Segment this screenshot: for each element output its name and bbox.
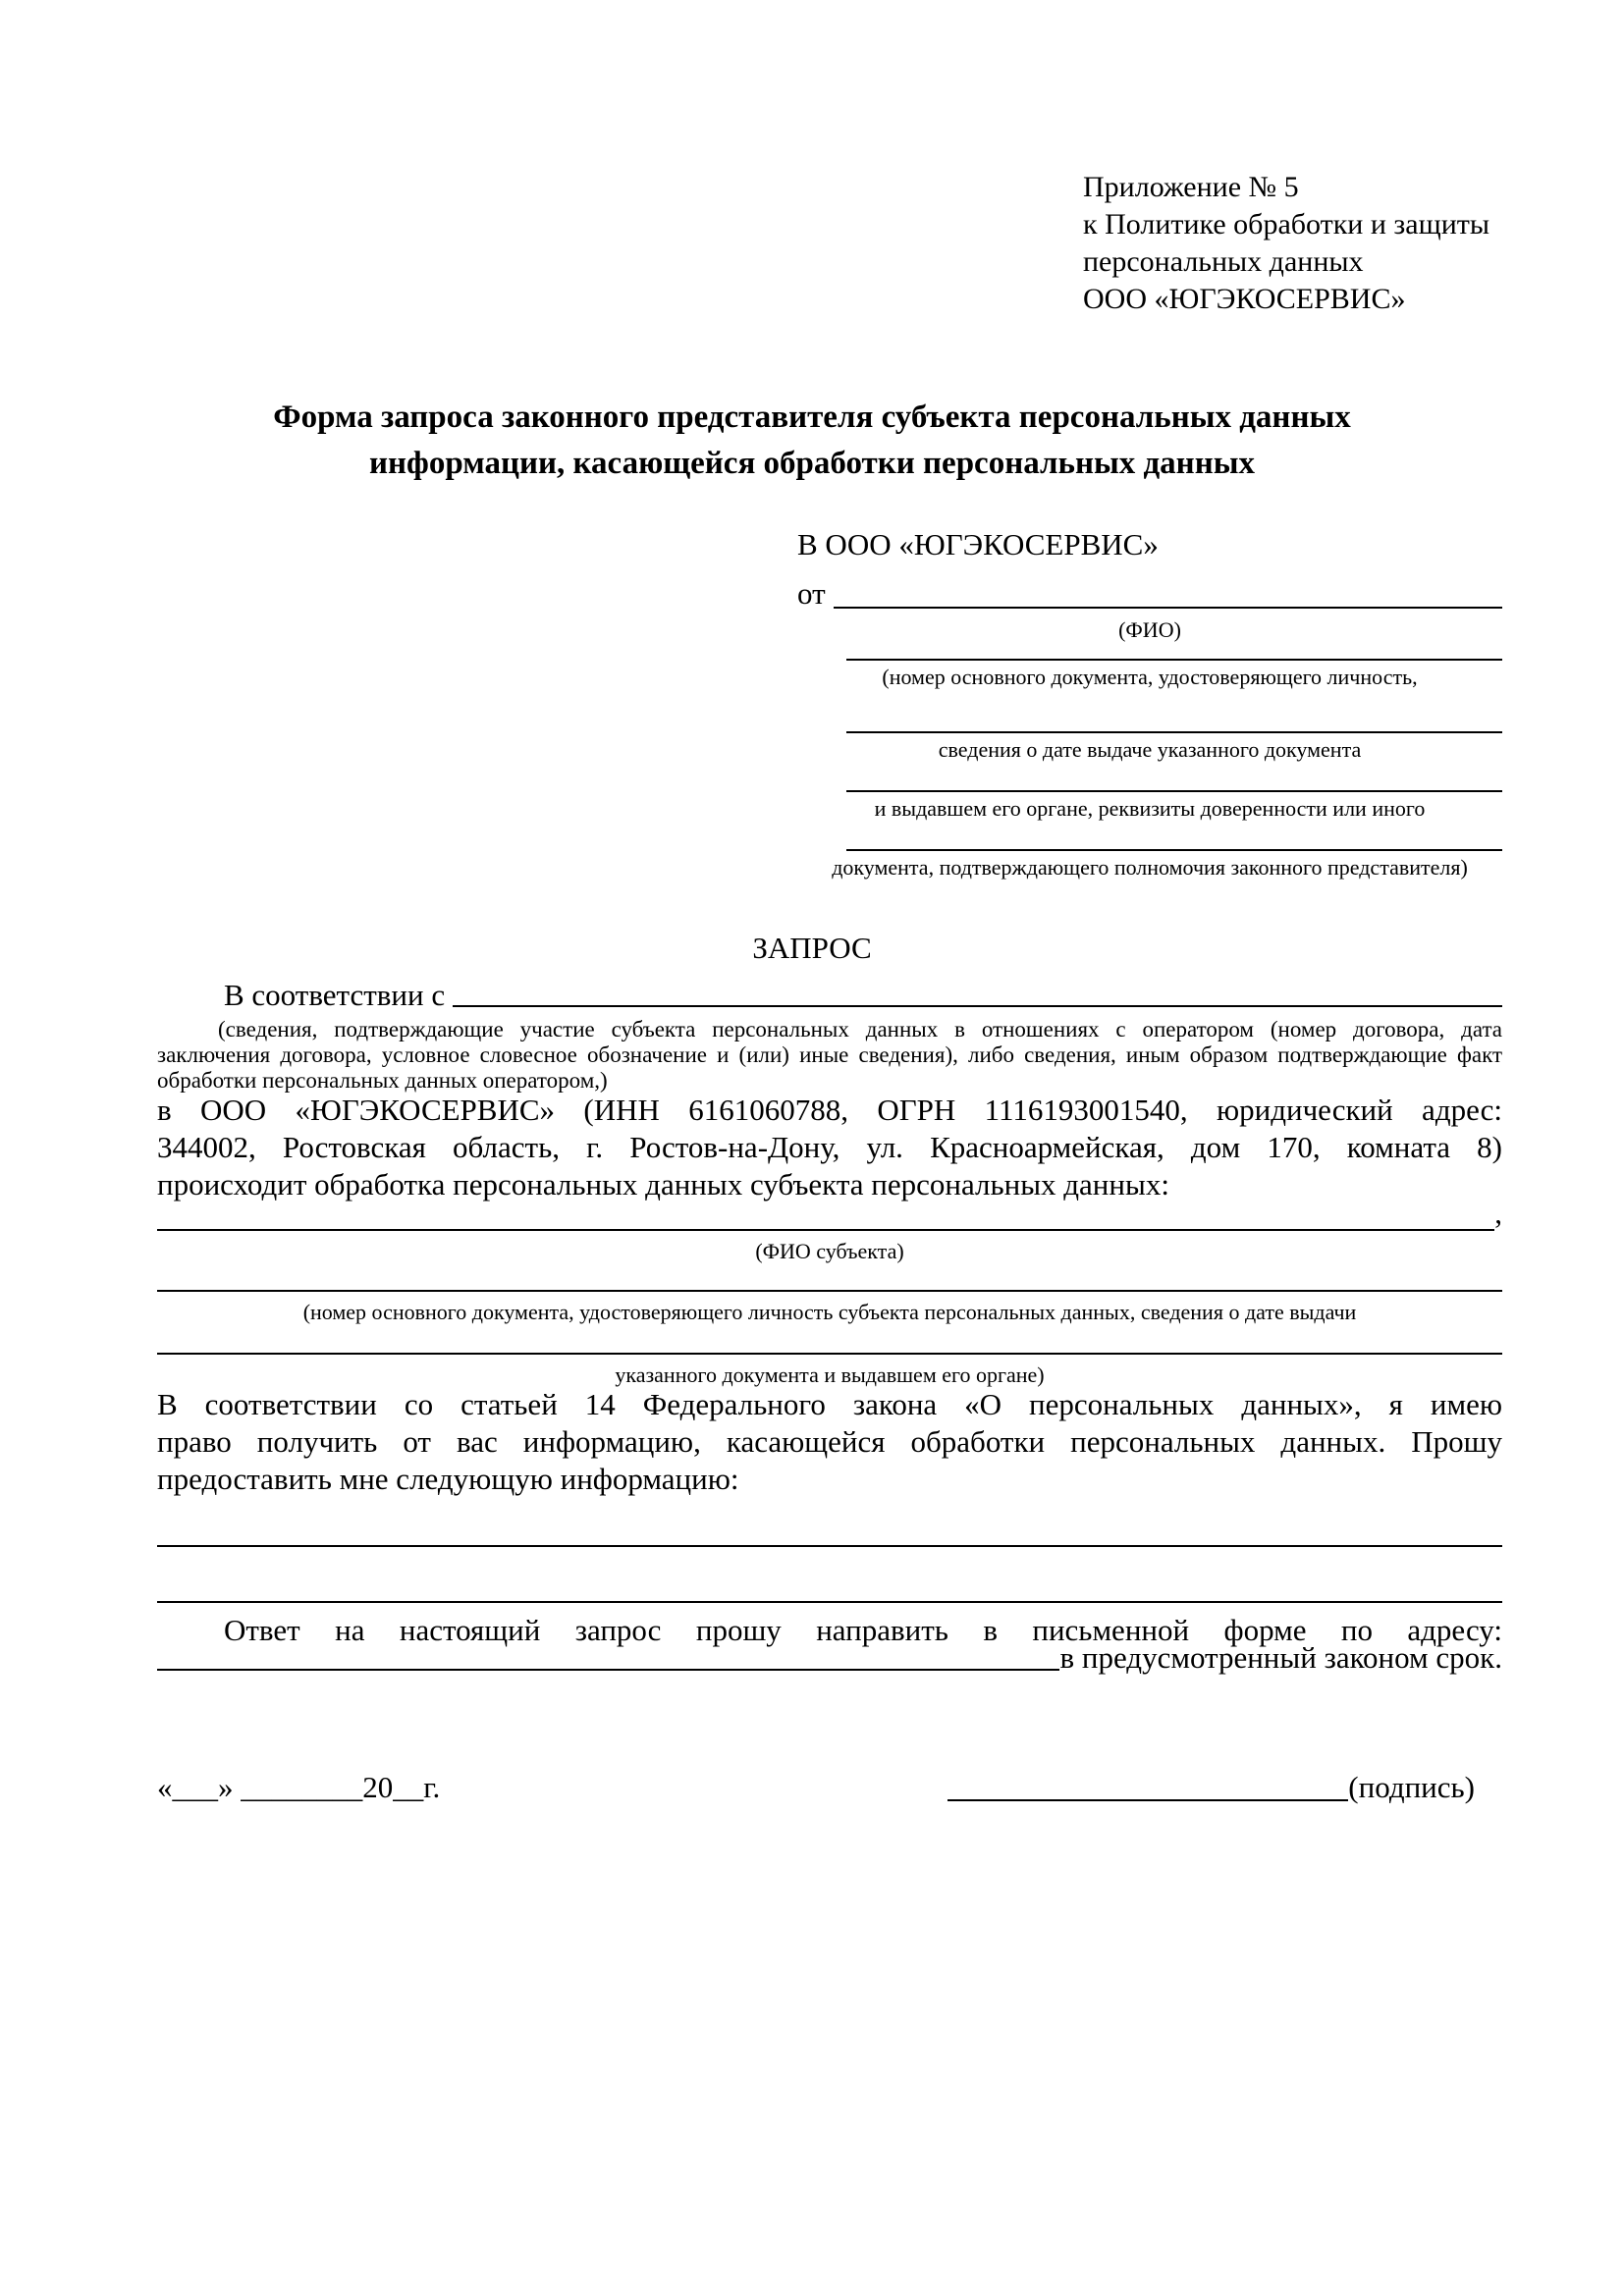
subject-document-caption-line1: (номер основного документа, удостоверяющего личность субъекта персональных данных, сведения о дате выдачи (302, 1300, 1357, 1324)
signature-blank-line (947, 1772, 1348, 1801)
appendix-company: ООО «ЮГЭКОСЕРВИС» (1083, 283, 1406, 315)
article-14-line1: В соответствии со статьей 14 Федерального закона «О персональных данных», я имею (157, 1387, 1502, 1421)
subject-document-blank-line (157, 1258, 1502, 1292)
requested-info-blank-line1 (157, 1517, 1502, 1547)
appendix-policy-line: к Политике обработки и защиты (1083, 208, 1490, 240)
addressee-block (797, 525, 1502, 881)
from-label: от (797, 576, 826, 611)
appendix-number: Приложение № 5 (1083, 171, 1299, 203)
form-title (0, 395, 1624, 487)
article-14-line3: предоставить мне следующую информацию: (157, 1462, 739, 1496)
small-print-line2: заключения договора, условное словесное обозначение и (или) иные сведения), либо сведения, иным образом подтверждающие факт (157, 1042, 1502, 1067)
operator-paragraph (157, 1092, 1502, 1203)
form-title-line2: информации, касающейся обработки персональных данных (369, 446, 1255, 481)
fio-caption: (ФИО) (1118, 617, 1181, 642)
blank-line-authority-document (846, 826, 1502, 851)
answer-address-field (157, 1640, 1502, 1676)
signature-field (947, 1769, 1475, 1806)
form-title-line1: Форма запроса законного представителя субъекта персональных данных (273, 400, 1351, 435)
in-accordance-blank-line (453, 979, 1502, 1007)
caption-authority-document: документа, подтверждающего полномочия законного представителя) (832, 855, 1468, 880)
request-heading: ЗАПРОС (752, 931, 872, 965)
from-blank-line (834, 574, 1502, 609)
operator-paragraph-line2: 344002, Ростовская область, г. Ростов-на-Дону, ул. Красноармейская, дом 170, комната 8) (157, 1130, 1502, 1164)
subject-fio-caption: (ФИО субъекта) (755, 1239, 904, 1263)
blank-line-issuing-authority (846, 767, 1502, 792)
date-field: «___» ________20__г. (157, 1770, 441, 1804)
in-accordance-field (157, 979, 1502, 1012)
subject-fio-field (157, 1198, 1502, 1231)
footer-row (157, 1769, 1502, 1806)
from-field (797, 574, 1502, 614)
small-print-note (157, 1017, 1502, 1094)
in-accordance-label: В соответствии с (224, 978, 446, 1012)
appendix-policy-line2: персональных данных (1083, 245, 1364, 278)
blank-line-issue-date (846, 708, 1502, 733)
small-print-line1: (сведения, подтверждающие участие субъекта персональных данных в отношениях с оператором (номер договора, дата (218, 1017, 1502, 1041)
requested-info-blank-line2 (157, 1573, 1502, 1603)
caption-issuing-authority: и выдавшем его органе, реквизиты доверенности или иного (874, 796, 1426, 821)
operator-paragraph-line1: в ООО «ЮГЭКОСЕРВИС» (ИНН 6161060788, ОГРН 1116193001540, юридический адрес: (157, 1093, 1502, 1127)
small-print-line3: обработки персональных данных оператором,) (157, 1068, 608, 1093)
answer-paragraph: Ответ на настоящий запрос прошу направить в письменной форме по адресу: (224, 1613, 1502, 1647)
article-14-line2: право получить от вас информацию, касающейся обработки персональных данных. Прошу (157, 1424, 1502, 1459)
signature-caption: (подпись) (1348, 1770, 1475, 1804)
addressee-company: В ООО «ЮГЭКОСЕРВИС» (797, 527, 1159, 561)
subject-authority-blank-line (157, 1321, 1502, 1355)
article-14-paragraph (157, 1386, 1502, 1498)
caption-document-number: (номер основного документа, удостоверяющего личность, (882, 665, 1418, 689)
answer-suffix: в предусмотренный законом срок. (1059, 1640, 1502, 1675)
caption-issue-date: сведения о дате выдаче указанного документа (938, 737, 1362, 762)
subject-document-caption-line2: указанного документа и выдавшем его органе) (615, 1362, 1045, 1387)
appendix-header (1083, 169, 1489, 318)
operator-paragraph-line3: происходит обработка персональных данных субъекта персональных данных: (157, 1167, 1169, 1201)
answer-address-blank-line (157, 1643, 1059, 1671)
blank-line-document-number (846, 643, 1502, 661)
comma-suffix: , (1494, 1196, 1502, 1230)
subject-fio-blank-line (157, 1198, 1494, 1231)
